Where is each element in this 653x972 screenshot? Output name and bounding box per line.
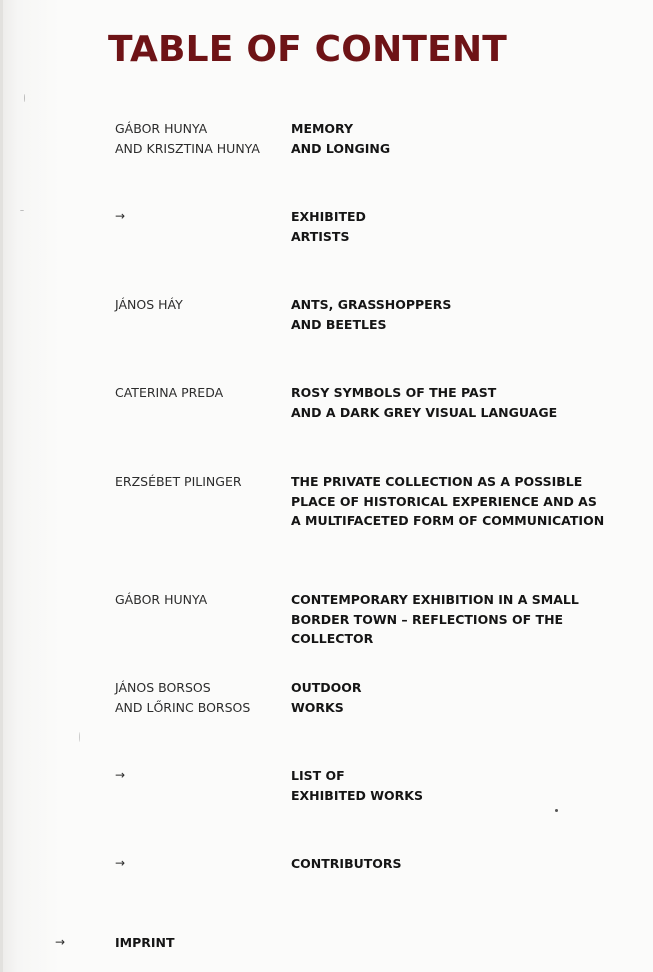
paper-speck	[20, 210, 24, 211]
page-edge-shadow	[0, 0, 3, 972]
arrow-right-icon: →	[115, 856, 126, 870]
toc-entry-title: CONTRIBUTORS	[291, 856, 402, 871]
imprint-link[interactable]: IMPRINT	[115, 935, 175, 950]
toc-entry-author: GÁBOR HUNYA	[115, 592, 208, 607]
toc-entry-author: JÁNOS BORSOS AND LŐRINC BORSOS	[115, 680, 251, 715]
paper-speck	[79, 732, 80, 742]
arrow-right-icon: →	[55, 935, 66, 949]
arrow-right-icon: →	[115, 768, 126, 782]
paper-speck	[24, 94, 25, 102]
toc-entry-author: JÁNOS HÁY	[115, 297, 183, 312]
toc-entry-title: ANTS, GRASSHOPPERS AND BEETLES	[291, 297, 452, 332]
toc-entry-title: THE PRIVATE COLLECTION AS A POSSIBLE PLACE OF HISTORICAL EXPERIENCE AND AS A MULTIFACETED FORM OF COMMUNICATION	[291, 474, 605, 528]
toc-entry-title: OUTDOOR WORKS	[291, 680, 362, 715]
toc-entry-author: CATERINA PREDA	[115, 385, 224, 400]
toc-entry-title: EXHIBITED ARTISTS	[291, 209, 366, 244]
toc-entry-title: ROSY SYMBOLS OF THE PAST AND A DARK GREY VISUAL LANGUAGE	[291, 385, 558, 420]
page-title: TABLE OF CONTENT	[108, 29, 508, 70]
paper-speck	[555, 809, 558, 812]
toc-entry-title: LIST OF EXHIBITED WORKS	[291, 768, 423, 803]
toc-entry-title: MEMORY AND LONGING	[291, 121, 391, 156]
arrow-right-icon: →	[115, 209, 126, 223]
toc-entry-title: CONTEMPORARY EXHIBITION IN A SMALL BORDER TOWN – REFLECTIONS OF THE COLLECTOR	[291, 592, 579, 646]
toc-entry-author: ERZSÉBET PILINGER	[115, 474, 242, 489]
toc-entry-author: GÁBOR HUNYA AND KRISZTINA HUNYA	[115, 121, 260, 156]
